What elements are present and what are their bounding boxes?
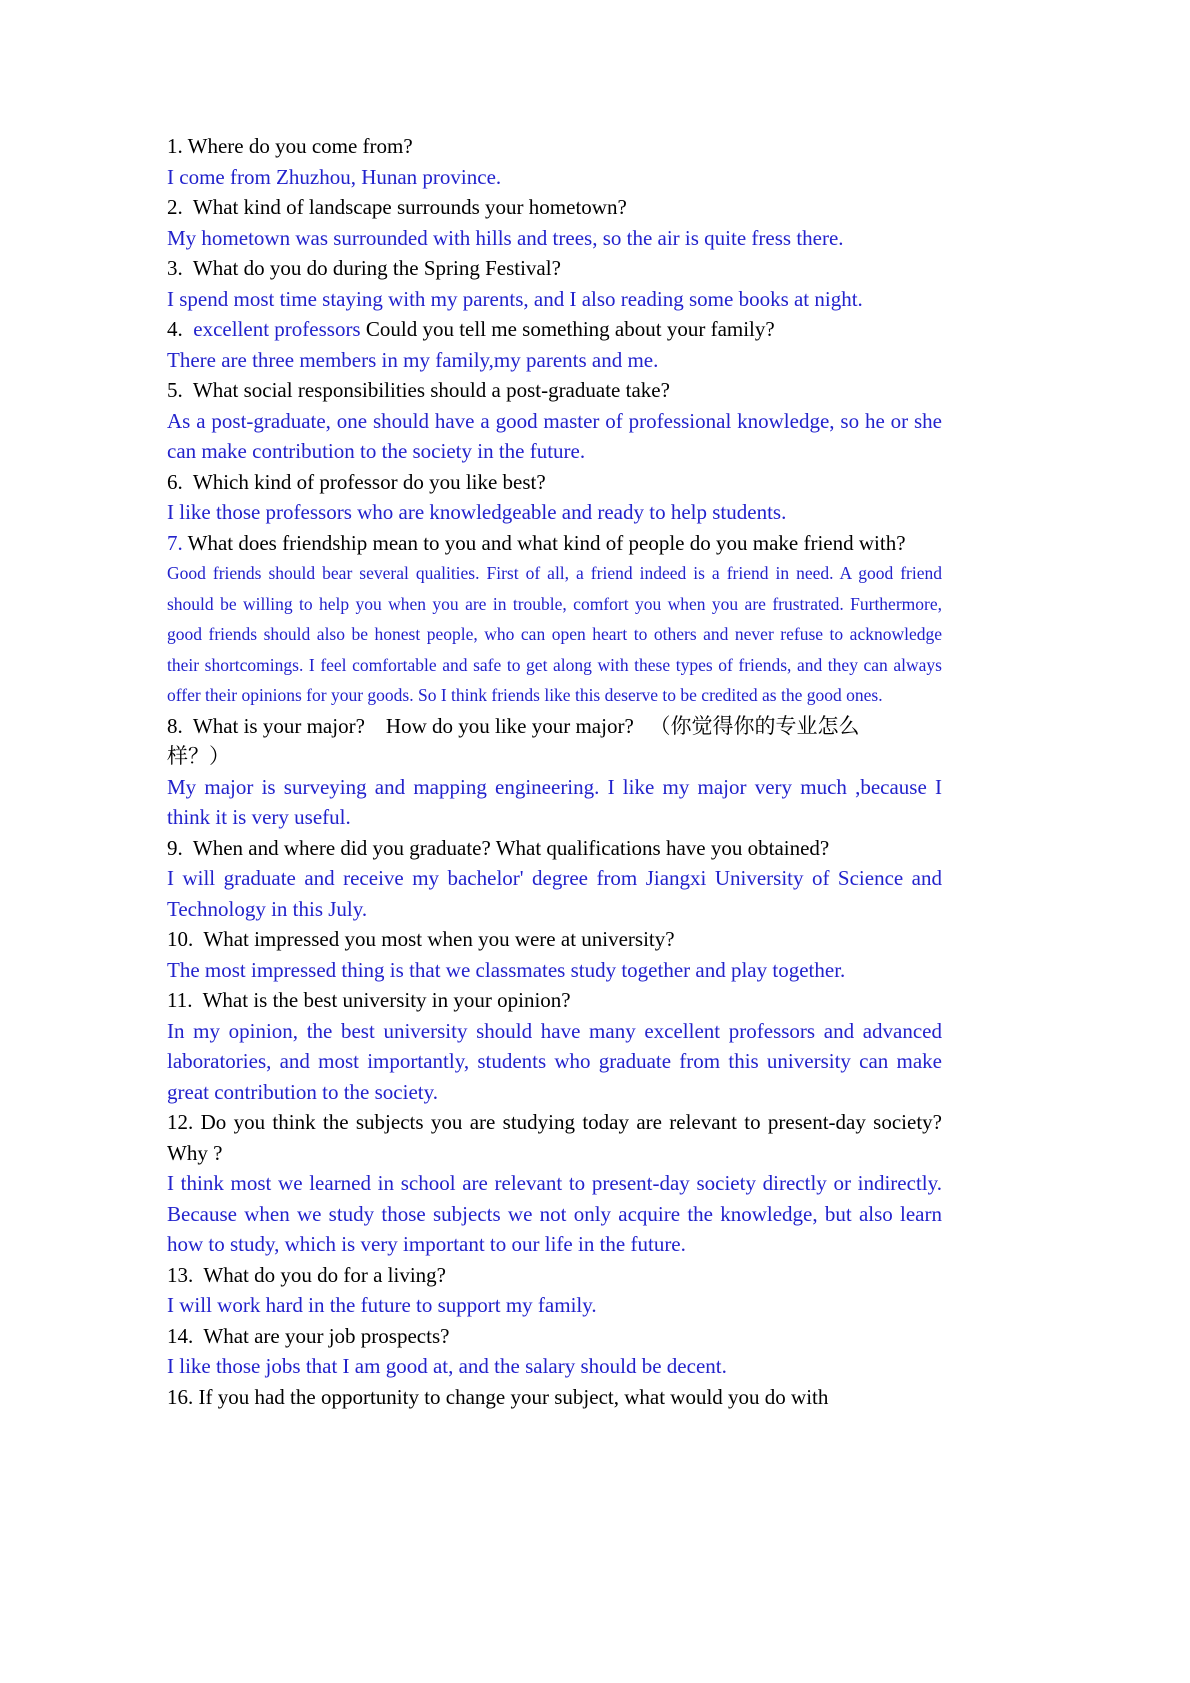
answer-6-text-0: I like those professors who are knowledgeable and ready to help students. xyxy=(167,500,787,524)
question-8 xyxy=(167,711,942,772)
question-9 xyxy=(167,833,942,864)
answer-7 xyxy=(167,558,942,711)
question-16-text-0: 16. If you had the opportunity to change your subject, what would you do with xyxy=(167,1384,829,1409)
document-content xyxy=(167,131,942,1412)
question-12 xyxy=(167,1107,942,1168)
answer-11 xyxy=(167,1016,942,1108)
question-2 xyxy=(167,192,942,223)
question-3 xyxy=(167,253,942,284)
answer-2-text-0: My hometown was surrounded with hills and trees, so the air is quite fress there. xyxy=(167,225,844,250)
question-7-text-0: 7. xyxy=(167,530,183,555)
question-10 xyxy=(167,924,942,955)
question-8-text-0: 8. What is your major? How do you like your major? （你觉得你的专业怎么 xyxy=(167,713,860,738)
question-9-text-0: 9. When and where did you graduate? What qualifications have you obtained? xyxy=(167,835,830,860)
question-1 xyxy=(167,131,942,162)
question-14 xyxy=(167,1321,942,1352)
question-14-text-0: 14. What are your job prospects? xyxy=(167,1323,450,1348)
question-4-text-1: excellent professors xyxy=(193,317,361,341)
answer-13 xyxy=(167,1290,942,1321)
question-11 xyxy=(167,985,942,1016)
answer-4-text-0: There are three members in my family,my parents and me. xyxy=(167,347,659,372)
question-1-text-0: 1. Where do you come from? xyxy=(167,134,413,158)
question-13-text-0: 13. What do you do for a living? xyxy=(167,1262,446,1287)
answer-3-text-0: I spend most time staying with my parents, and I also reading some books at night. xyxy=(167,286,863,311)
question-7 xyxy=(167,528,942,559)
answer-8 xyxy=(167,772,942,833)
question-3-text-0: 3. What do you do during the Spring Festival? xyxy=(167,256,561,280)
answer-10 xyxy=(167,955,942,986)
question-13 xyxy=(167,1260,942,1291)
answer-9 xyxy=(167,863,942,924)
answer-3 xyxy=(167,284,942,315)
question-8-text-2: 样？） xyxy=(167,744,230,768)
question-4-text-2: Could you tell me something about your family? xyxy=(360,317,775,341)
question-6-text-0: 6. Which kind of professor do you like best? xyxy=(167,469,546,494)
question-4-text-0: 4. xyxy=(167,317,194,341)
answer-13-text-0: I will work hard in the future to support my family. xyxy=(167,1293,597,1317)
question-16 xyxy=(167,1382,942,1413)
question-5 xyxy=(167,375,942,406)
answer-10-text-0: The most impressed thing is that we classmates study together and play together. xyxy=(167,957,846,982)
answer-6 xyxy=(167,497,942,528)
question-6 xyxy=(167,467,942,498)
question-11-text-0: 11. What is the best university in your opinion? xyxy=(167,988,571,1012)
question-5-text-0: 5. What social responsibilities should a post-graduate take? xyxy=(167,378,670,402)
answer-1-text-0: I come from Zhuzhou, Hunan province. xyxy=(167,164,502,189)
answer-5-text-0: As a post-graduate, one should have a good master of professional knowledge, so he or she can make contribution to the society in the future. xyxy=(167,408,942,463)
answer-4 xyxy=(167,345,942,376)
answer-5 xyxy=(167,406,942,467)
answer-12 xyxy=(167,1168,942,1260)
answer-11-text-0: In my opinion, the best university should have many excellent professors and advanced laboratories, and most importantly, students who graduate from this university can make great contribution to the society. xyxy=(167,1018,942,1104)
question-10-text-0: 10. What impressed you most when you were at university? xyxy=(167,927,675,951)
answer-14-text-0: I like those jobs that I am good at, and the salary should be decent. xyxy=(167,1354,727,1378)
question-4 xyxy=(167,314,942,345)
answer-9-text-0: I will graduate and receive my bachelor' degree from Jiangxi University of Science and Technology in this July. xyxy=(167,866,942,921)
answer-1 xyxy=(167,162,942,193)
answer-14 xyxy=(167,1351,942,1382)
answer-8-text-0: My major is surveying and mapping engineering. I like my major very much ,because I think it is very useful. xyxy=(167,774,942,829)
answer-2 xyxy=(167,223,942,254)
answer-12-text-0: I think most we learned in school are relevant to present-day society directly or indirectly. Because when we study those subjects we not only acquire the knowledge, but also learn how to study, which is very important to our life in the future. xyxy=(167,1171,942,1256)
question-12-text-0: 12. Do you think the subjects you are studying today are relevant to present-day society? Why ? xyxy=(167,1110,942,1165)
question-7-text-1: What does friendship mean to you and what kind of people do you make friend with? xyxy=(182,530,906,555)
answer-7-text-0: Good friends should bear several qualities. First of all, a friend indeed is a friend in need. A good friend should be willing to help you when you are in trouble, comfort you when you are frustrated. Furthermore, good friends should also be honest people, who can open heart to others and never refuse to acknowledge their shortcomings. I feel comfortable and safe to get along with these types of friends, and they can always offer their opinions for your goods. So I think friends like this deserve to be credited as the good ones. xyxy=(167,563,942,705)
question-2-text-0: 2. What kind of landscape surrounds your hometown? xyxy=(167,195,627,219)
